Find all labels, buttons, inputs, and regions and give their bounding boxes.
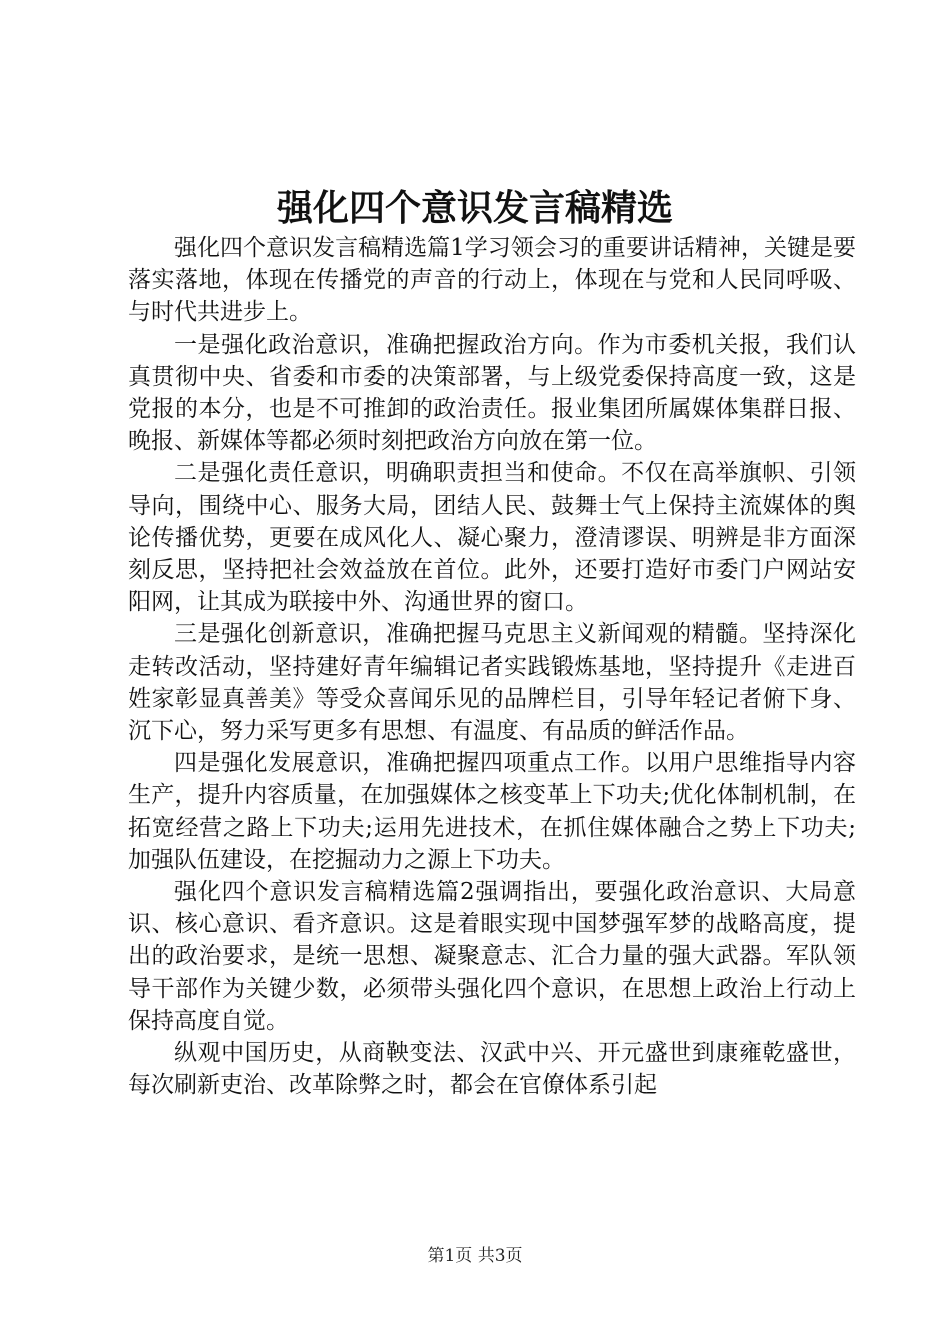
paragraph: 纵观中国历史，从商鞅变法、汉武中兴、开元盛世到康雍乾盛世，每次刷新吏治、改革除弊之时，都会在官僚体系引起 — [128, 1040, 856, 1099]
paragraph: 强化四个意识发言稿精选篇1学习领会习的重要讲话精神，关键是要落实落地，体现在传播党的声音的行动上，体现在与党和人民同呼吸、与时代共进步上。 — [128, 235, 856, 326]
paragraph: 三是强化创新意识，准确把握马克思主义新闻观的精髓。坚持深化走转改活动，坚持建好青年编辑记者实践锻炼基地，坚持提升《走进百姓家彰显真善美》等受众喜闻乐见的品牌栏目，引导年轻记者俯下身、沉下心，努力采写更多有思想、有温度、有品质的鲜活作品。 — [128, 621, 856, 745]
paragraph: 一是强化政治意识，准确把握政治方向。作为市委机关报，我们认真贯彻中央、省委和市委的决策部署，与上级党委保持高度一致，这是党报的本分，也是不可推卸的政治责任。报业集团所属媒体集群日报、晚报、新媒体等都必须时刻把政治方向放在第一位。 — [128, 331, 856, 455]
page-footer: 第1页 共3页 — [427, 1246, 523, 1266]
paragraph: 二是强化责任意识，明确职责担当和使命。不仅在高举旗帜、引领导向，围绕中心、服务大局，团结人民、鼓舞士气上保持主流媒体的舆论传播优势，更要在成风化人、凝心聚力，澄清谬误、明辨是非方面深刻反思，坚持把社会效益放在首位。此外，还要打造好市委门户网站安阳网，让其成为联接中外、沟通世界的窗口。 — [128, 460, 856, 616]
document-body — [128, 232, 856, 1101]
paragraph: 强化四个意识发言稿精选篇2强调指出，要强化政治意识、大局意识、核心意识、看齐意识。这是着眼实现中国梦强军梦的战略高度，提出的政治要求，是统一思想、凝聚意志、汇合力量的强大武器。军队领导干部作为关键少数，必须带头强化四个意识，在思想上政治上行动上保持高度自觉。 — [128, 879, 856, 1034]
document-title: 强化四个意识发言稿精选 — [276, 187, 673, 229]
paragraph: 四是强化发展意识，准确把握四项重点工作。以用户思维指导内容生产，提升内容质量，在加强媒体之核变革上下功夫;优化体制机制，在拓宽经营之路上下功夫;运用先进技术，在抓住媒体融合之势上下功夫;加强队伍建设，在挖掘动力之源上下功夫。 — [128, 750, 856, 873]
